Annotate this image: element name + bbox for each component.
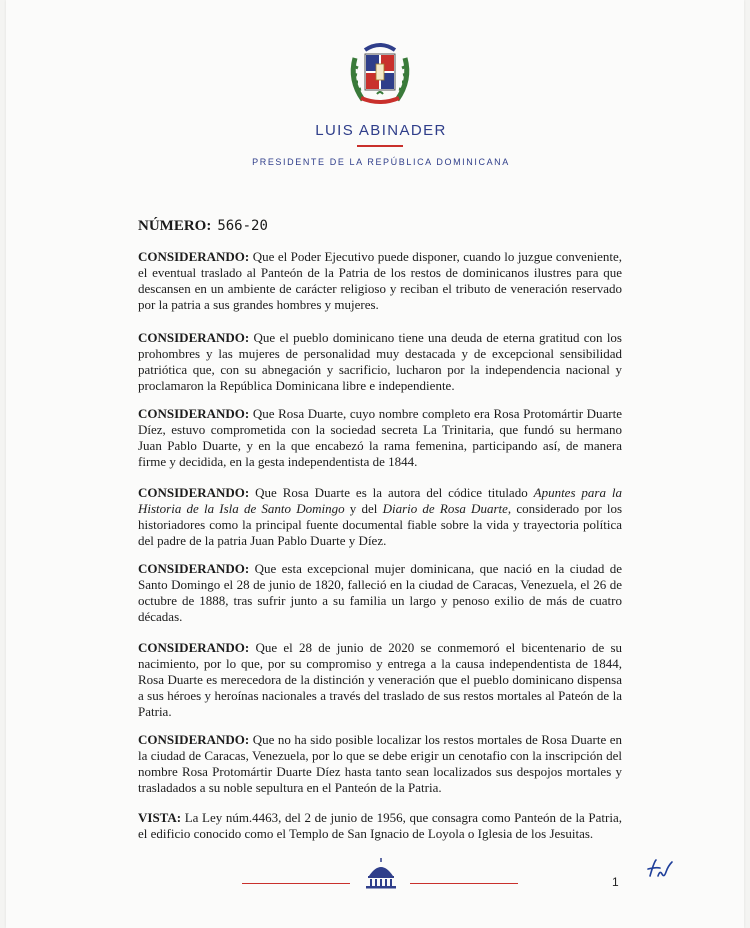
- footer-divider-right: [410, 883, 518, 884]
- footer-divider-left: [242, 883, 350, 884]
- decree-number-value: 566-20: [217, 218, 268, 234]
- paragraph-1: [138, 249, 622, 313]
- page-number: 1: [612, 875, 619, 889]
- decree-number-label: NÚMERO:: [138, 218, 212, 234]
- paragraph-text: Que Rosa Duarte es la autora del códice titulado: [255, 485, 528, 500]
- paragraph-5: [138, 561, 622, 625]
- codex-title: Apuntes para la Historia de la Isla de Santo Domingo: [138, 485, 623, 516]
- paragraph-text: La Ley núm.4463, del 2 de junio de 1956, que consagra como Panteón de la Patria, el edificio conocido como el Templo de San Ignacio de Loyola o Iglesia de los Jesuitas.: [138, 810, 622, 841]
- paragraph-7: [138, 732, 622, 796]
- name-divider: [357, 145, 403, 147]
- paragraph-keyword: CONSIDERANDO:: [138, 330, 250, 345]
- paragraph-6: [138, 640, 622, 720]
- paragraph-text: Que el 28 de junio de 2020 se conmemoró el bicentenario de su nacimiento, por lo que, por su compromiso y entrega a la causa independentista de 1844, Rosa Duarte es merecedora de la distinción y veneración que el pueblo dominicano dispensa a sus héroes y heroínas nacionales a través del traslado de sus restos mortales al Pateón de la Patria.: [138, 640, 623, 719]
- paragraph-3: [138, 406, 622, 470]
- paragraph-text: , considerado por los historiadores como la principal fuente documental fiable sobre la vida y trayectoria política del padre de la patria Juan Pablo Duarte y Díez.: [138, 501, 623, 548]
- paragraph-keyword: CONSIDERANDO:: [138, 640, 250, 655]
- paragraph-keyword: CONSIDERANDO:: [138, 485, 250, 500]
- paragraph-keyword: CONSIDERANDO:: [138, 406, 250, 421]
- paragraph-keyword: CONSIDERANDO:: [138, 732, 250, 747]
- paragraph-text: Que no ha sido posible localizar los restos mortales de Rosa Duarte en la ciudad de Caracas, Venezuela, por lo que se debe erigir un cenotafio con la inscripción del nombre Rosa Protomártir Duarte Díez hasta tanto sean localizados sus despojos mortales y trasladados a su noble sepultura en el Panteón de la Patria.: [138, 732, 622, 795]
- decree-number: [138, 218, 268, 235]
- paragraph-text: Que esta excepcional mujer dominicana, que nació en la ciudad de Santo Domingo el 28 de junio de 1820, falleció en la ciudad de Caracas, Venezuela, el 26 de octubre de 1888, tras sufrir junto a su familia un largo y penoso exilio de más de cuatro décadas.: [138, 561, 622, 624]
- paragraph-keyword: VISTA:: [138, 810, 182, 825]
- paragraph-4: [138, 485, 622, 549]
- paragraph-keyword: CONSIDERANDO:: [138, 249, 250, 264]
- president-name: LUIS ABINADER: [315, 122, 447, 139]
- president-title: PRESIDENTE DE LA REPÚBLICA DOMINICANA: [252, 157, 510, 167]
- document-page: [6, 0, 744, 928]
- paragraph-keyword: CONSIDERANDO:: [138, 561, 250, 576]
- paragraph-2: [138, 330, 622, 394]
- coat-of-arms-icon: [343, 40, 417, 110]
- paragraph-text: Que Rosa Duarte, cuyo nombre completo era Rosa Protomártir Duarte Díez, estuvo comprometida con la sociedad secreta La Trinitaria, que fundó su hermano Juan Pablo Duarte, y en la que encabezó la rama femenina, participando así, de manera firme y decidida, en la gesta independentista de 1844.: [138, 406, 623, 469]
- handwritten-initials-icon: [646, 856, 676, 882]
- pantheon-dome-icon: [363, 856, 399, 890]
- paragraph-text: Que el pueblo dominicano tiene una deuda de eterna gratitud con los prohombres y las mujeres de personalidad muy destacada y de excepcional sensibilidad patriótica que, con su abnegación y sacrificio, lucharon por la independencia nacional y proclamaron la República Dominicana libre e independiente.: [138, 330, 622, 393]
- diary-title: Diario de Rosa Duarte: [382, 501, 508, 516]
- paragraph-8: [138, 810, 622, 842]
- paragraph-text: y del: [349, 501, 378, 516]
- paragraph-text: Que el Poder Ejecutivo puede disponer, cuando lo juzgue conveniente, el eventual traslado al Panteón de la Patria de los restos de dominicanos ilustres para que descansen en un ambiente de carácter religioso y reciban el tributo de veneración reservado por la patria a sus grandes hombres y mujeres.: [138, 249, 622, 312]
